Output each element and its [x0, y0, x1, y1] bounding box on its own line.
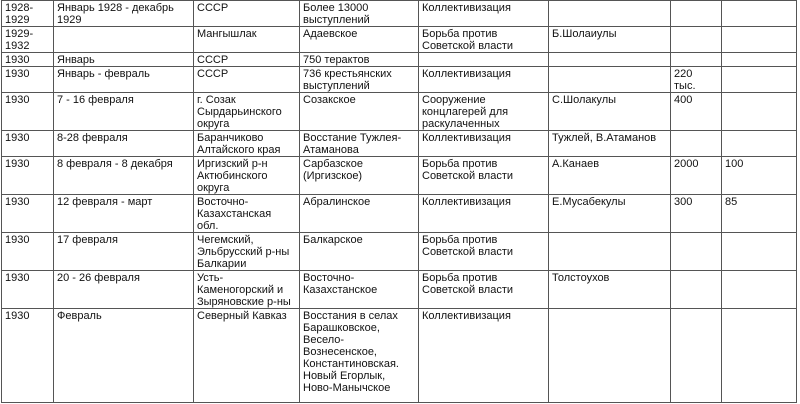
cell-cause: Борьба против Советской власти — [419, 233, 549, 271]
cell-killed — [722, 1, 797, 27]
table-row — [2, 1, 797, 27]
cell-place: СССР — [194, 1, 300, 27]
table-row — [2, 309, 797, 403]
cell-cause — [419, 53, 549, 67]
cell-event: 736 крестьянских выступлений — [300, 67, 419, 93]
cell-event: Созакское — [300, 93, 419, 131]
cell-leader — [549, 233, 671, 271]
cell-participants — [671, 53, 722, 67]
cell-killed — [722, 309, 797, 403]
table-row — [2, 157, 797, 195]
cell-place: Чегемский, Эльбрусский р-ны Балкарии — [194, 233, 300, 271]
cell-killed — [722, 131, 797, 157]
cell-killed — [722, 271, 797, 309]
cell-killed — [722, 93, 797, 131]
cell-year: 1929- 1932 — [2, 27, 54, 53]
cell-cause: Коллективизация — [419, 1, 549, 27]
cell-period — [54, 27, 194, 53]
table-row — [2, 53, 797, 67]
cell-year: 1930 — [2, 93, 54, 131]
table-row — [2, 93, 797, 131]
cell-place: г. Созак Сырдарьинского округа — [194, 93, 300, 131]
cell-year: 1930 — [2, 131, 54, 157]
cell-leader: С.Шолакулы — [549, 93, 671, 131]
table-row — [2, 233, 797, 271]
cell-killed — [722, 67, 797, 93]
cell-place: Восточно- Казахстанская обл. — [194, 195, 300, 233]
cell-participants: 220 тыс. — [671, 67, 722, 93]
cell-participants: 300 — [671, 195, 722, 233]
cell-leader — [549, 309, 671, 403]
cell-leader: А.Канаев — [549, 157, 671, 195]
cell-period: Февраль — [54, 309, 194, 403]
cell-participants — [671, 309, 722, 403]
cell-year: 1930 — [2, 271, 54, 309]
cell-period: 20 - 26 февраля — [54, 271, 194, 309]
cell-cause: Коллективизация — [419, 67, 549, 93]
cell-killed: 100 — [722, 157, 797, 195]
cell-event: Сарбазское (Иргизское) — [300, 157, 419, 195]
cell-place: Мангышлак — [194, 27, 300, 53]
cell-event: Адаевское — [300, 27, 419, 53]
cell-killed — [722, 53, 797, 67]
cell-period: Январь — [54, 53, 194, 67]
cell-leader — [549, 1, 671, 27]
cell-leader — [549, 67, 671, 93]
cell-participants: 400 — [671, 93, 722, 131]
cell-period: Январь - февраль — [54, 67, 194, 93]
cell-event: Восстание Тужлея- Атаманова — [300, 131, 419, 157]
cell-participants — [671, 1, 722, 27]
cell-place: СССР — [194, 67, 300, 93]
cell-period: Январь 1928 - декабрь 1929 — [54, 1, 194, 27]
cell-period: 12 февраля - март — [54, 195, 194, 233]
cell-cause: Борьба против Советской власти — [419, 27, 549, 53]
cell-event: Балкарское — [300, 233, 419, 271]
cell-period: 8 февраля - 8 декабря — [54, 157, 194, 195]
table-row — [2, 27, 797, 53]
cell-leader: Е.Мусабекулы — [549, 195, 671, 233]
table-row — [2, 271, 797, 309]
cell-year: 1930 — [2, 157, 54, 195]
cell-cause: Борьба против Советской власти — [419, 157, 549, 195]
cell-leader: Б.Шолаиулы — [549, 27, 671, 53]
cell-period: 17 февраля — [54, 233, 194, 271]
cell-period: 8-28 февраля — [54, 131, 194, 157]
cell-place: Северный Кавказ — [194, 309, 300, 403]
table-row — [2, 67, 797, 93]
cell-participants — [671, 233, 722, 271]
cell-event: 750 терактов — [300, 53, 419, 67]
cell-participants: 2000 — [671, 157, 722, 195]
cell-year: 1928- 1929 — [2, 1, 54, 27]
table-row — [2, 195, 797, 233]
cell-killed — [722, 233, 797, 271]
cell-event: Абралинское — [300, 195, 419, 233]
cell-year: 1930 — [2, 53, 54, 67]
cell-year: 1930 — [2, 195, 54, 233]
cell-event: Восстания в селах Барашковское, Весело- Вознесенское, Константиновская. Новый Егорлык, Ново-Манычское — [300, 309, 419, 403]
cell-cause: Коллективизация — [419, 131, 549, 157]
cell-year: 1930 — [2, 67, 54, 93]
cell-place: СССР — [194, 53, 300, 67]
cell-event: Более 13000 выступлений — [300, 1, 419, 27]
cell-cause: Сооружение концлагерей для раскулаченных — [419, 93, 549, 131]
cell-place: Баранчиково Алтайского края — [194, 131, 300, 157]
cell-killed: 85 — [722, 195, 797, 233]
cell-cause: Борьба против Советской власти — [419, 271, 549, 309]
cell-participants — [671, 27, 722, 53]
cell-leader: Толстоухов — [549, 271, 671, 309]
table-body — [2, 1, 797, 403]
cell-killed — [722, 27, 797, 53]
cell-place: Усть- Каменогорский и Зыряновские р-ны — [194, 271, 300, 309]
cell-year: 1930 — [2, 309, 54, 403]
cell-period: 7 - 16 февраля — [54, 93, 194, 131]
cell-leader: Тужлей, В.Атаманов — [549, 131, 671, 157]
cell-participants — [671, 131, 722, 157]
uprisings-table — [1, 0, 797, 403]
table-row — [2, 131, 797, 157]
cell-event: Восточно- Казахстанское — [300, 271, 419, 309]
cell-year: 1930 — [2, 233, 54, 271]
cell-place: Иргизский р-н Актюбинского округа — [194, 157, 300, 195]
cell-cause: Коллективизация — [419, 309, 549, 403]
cell-leader — [549, 53, 671, 67]
cell-participants — [671, 271, 722, 309]
cell-cause: Коллективизация — [419, 195, 549, 233]
